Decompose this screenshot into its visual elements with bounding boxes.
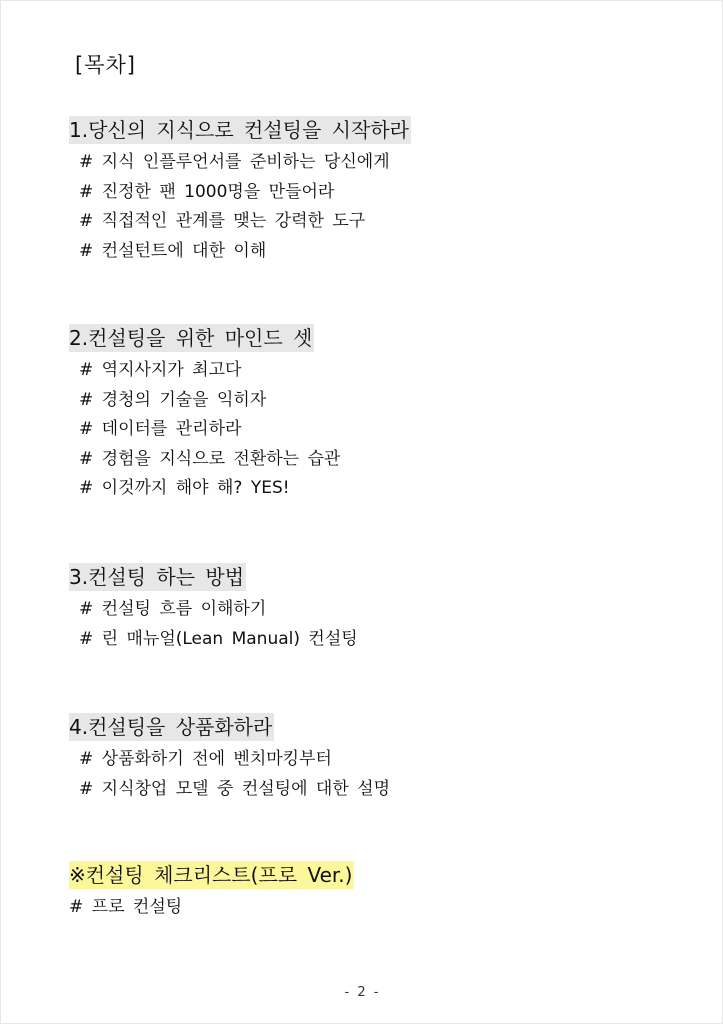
toc-item: # 컨설팅 흐름 이해하기 [79,599,267,619]
section-heading: 4.컨설팅을 상품화하라 [69,715,273,739]
toc-item: # 직접적인 관계를 맺는 강력한 도구 [79,211,366,231]
toc-item: # 데이터를 관리하라 [79,419,242,439]
toc-item: # 지식 인플루언서를 준비하는 당신에게 [79,152,390,172]
toc-section-2 [69,324,340,504]
toc-item: # 역지사지가 최고다 [79,360,242,380]
toc-item: # 이것까지 해야 해? YES! [79,478,290,498]
toc-title: [목차] [75,53,136,77]
toc-item: # 경험을 지식으로 전환하는 습관 [79,448,341,469]
toc-section-3 [69,563,358,654]
toc-section-1 [69,116,411,266]
section-heading: 2.컨설팅을 위한 마인드 셋 [69,326,313,350]
toc-item: # 컨설턴트에 대한 이해 [79,240,267,261]
toc-section-checklist [69,861,354,923]
toc-item: # 프로 컨설팅 [69,897,183,917]
toc-item: # 상품화하기 전에 벤치마킹부터 [79,749,332,769]
toc-item: # 진정한 팬 1000명을 만들어라 [79,181,335,202]
toc-item: # 경청의 기술을 익히자 [79,389,267,410]
page-number: - 2 - [344,985,381,1000]
section-heading: 1.당신의 지식으로 컨설팅을 시작하라 [69,118,409,142]
toc-section-4 [69,713,390,804]
section-heading-highlighted: ※컨설팅 체크리스트(프로 Ver.) [69,863,353,887]
toc-item: # 지식창업 모델 중 컨설팅에 대한 설명 [79,778,390,799]
section-heading: 3.컨설팅 하는 방법 [69,565,245,589]
toc-item: # 린 매뉴얼(Lean Manual) 컨설팅 [79,628,358,649]
